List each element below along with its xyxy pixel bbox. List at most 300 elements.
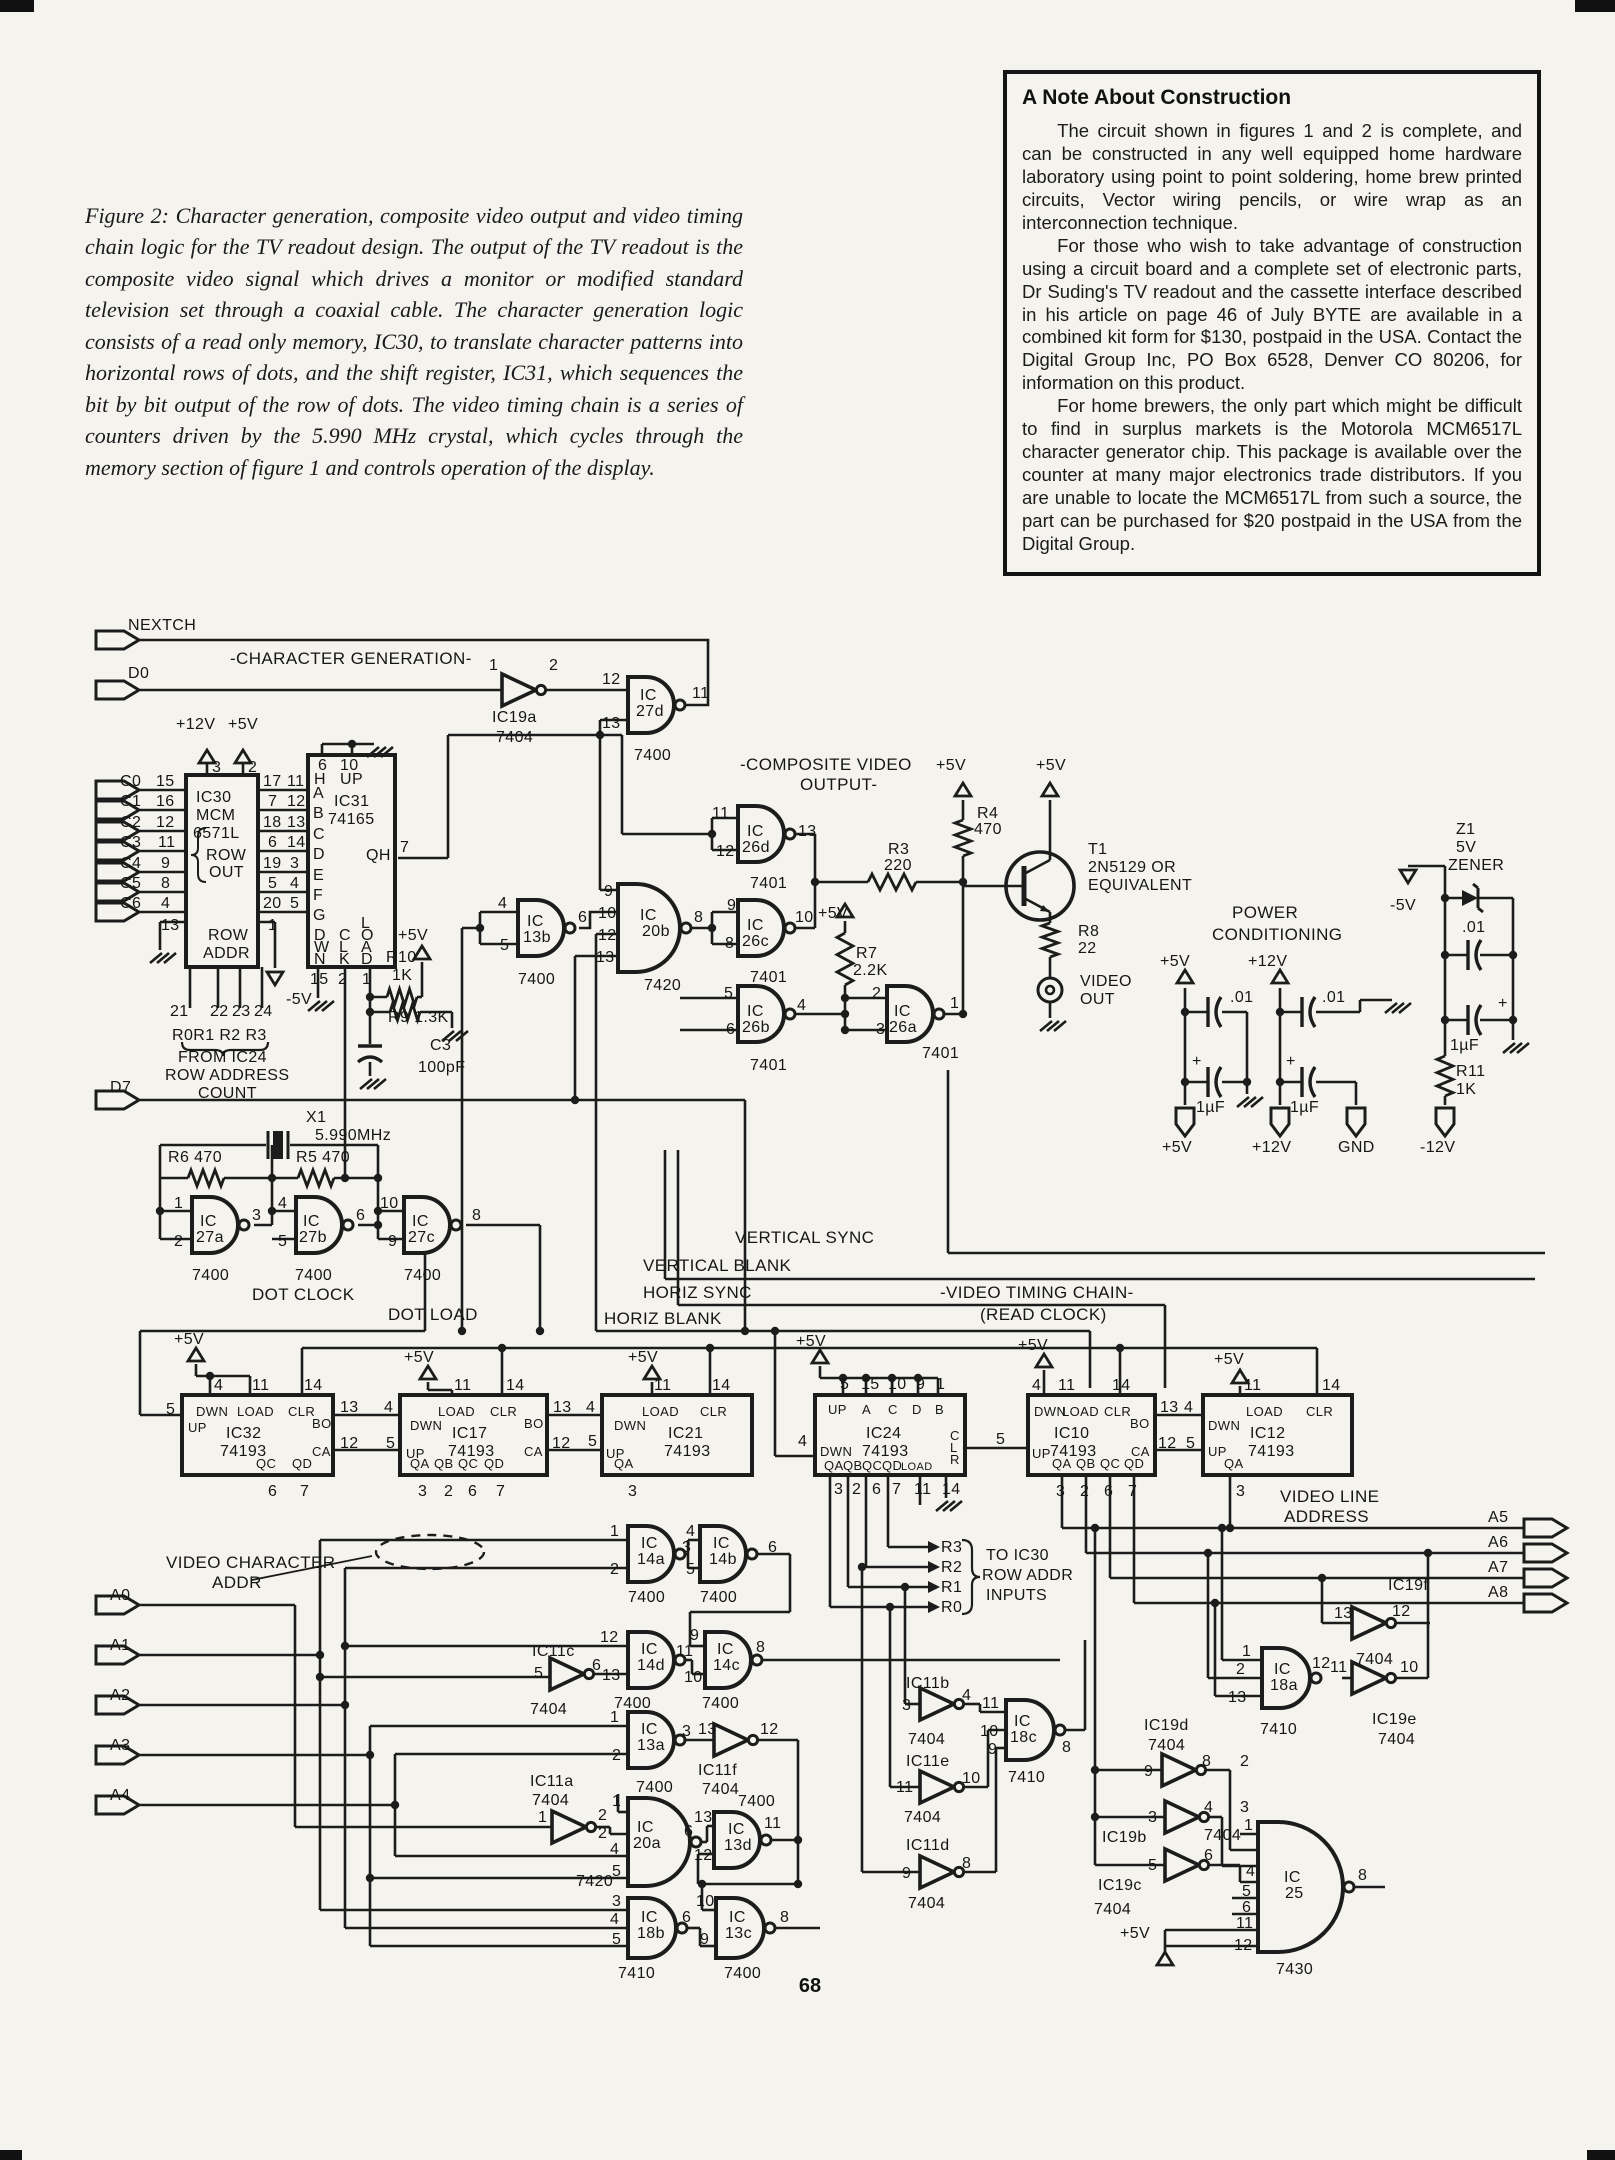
i21-load: LOAD — [642, 1404, 680, 1419]
ic31-clk1: C — [339, 927, 351, 944]
nand-bubble-ic26a — [934, 1009, 944, 1019]
supply-arrow-icon — [420, 1366, 436, 1379]
i32-dwn: DWN — [196, 1404, 229, 1419]
i32-bo: BO — [312, 1416, 332, 1431]
bot-plus12: +12V — [1252, 1139, 1292, 1156]
junction-dot — [841, 1026, 849, 1034]
ic27a-name2: 27a — [196, 1229, 224, 1246]
i32-r13: 13 — [340, 1399, 359, 1416]
nand-bubble-ic18a — [1311, 1673, 1321, 1683]
i24-qd: QD — [882, 1458, 903, 1473]
junction-dot — [268, 1174, 276, 1182]
inverter-gate-ic19b — [1165, 1801, 1199, 1833]
i13c-n1: IC — [729, 1909, 746, 1926]
i10-name: IC10 — [1054, 1425, 1090, 1442]
i25-1: 1 — [1244, 1817, 1254, 1834]
ground-icon — [150, 953, 176, 963]
ic26d-pin12: 12 — [716, 843, 735, 860]
ic20b-pin13: 13 — [596, 949, 615, 966]
ic20b-pin10: 10 — [598, 905, 617, 922]
rowaddr-1: ROW — [208, 927, 249, 944]
ic27d-pin11: 11 — [692, 685, 710, 702]
z1-type: ZENER — [1448, 857, 1505, 874]
i12-up: UP — [1208, 1444, 1227, 1459]
ic19a-part: 7404 — [496, 729, 534, 746]
supply-arrow-icon — [1042, 783, 1058, 796]
i17-l4: 4 — [384, 1399, 394, 1416]
i20a-n1: IC — [637, 1819, 654, 1836]
connector-flag — [1524, 1569, 1567, 1587]
nand-bubble-ic13d — [761, 1835, 771, 1845]
ic26a-pin2: 2 — [872, 985, 882, 1002]
dot-load-label: DOT LOAD — [388, 1305, 478, 1324]
i25-3l: 3 — [1240, 1799, 1250, 1816]
i13a-1: 1 — [610, 1709, 620, 1726]
junction-dot — [1243, 1078, 1251, 1086]
junction-dot — [708, 830, 716, 838]
inverter-gate-ic19a — [502, 674, 536, 706]
i13a-n2: 13a — [637, 1737, 665, 1754]
i13c-8: 8 — [780, 1909, 790, 1926]
ic20b-pin9: 9 — [604, 883, 614, 900]
ic31-b15: 15 — [310, 971, 329, 988]
i21-dwn: DWN — [614, 1418, 647, 1433]
i21-clr: CLR — [700, 1404, 728, 1419]
i17-b7: 7 — [496, 1483, 506, 1500]
ic26a-pin3: 3 — [876, 1021, 886, 1038]
plus-b: + — [1286, 1053, 1296, 1070]
supply-arrow-icon — [1036, 1354, 1052, 1367]
a6-label: A6 — [1488, 1534, 1509, 1551]
junction-dot — [698, 1880, 706, 1888]
r11-val: 1K — [1456, 1081, 1477, 1098]
i20a-p: 7420 — [576, 1873, 614, 1890]
i24-qa: QA — [824, 1458, 844, 1473]
a3-label: A3 — [110, 1737, 131, 1754]
i14a-n2: 14a — [637, 1551, 665, 1568]
c2-pin: 12 — [156, 814, 175, 831]
junction-dot — [341, 1642, 349, 1650]
i24-a: A — [862, 1402, 872, 1417]
ic20b-name2: 20b — [642, 923, 670, 940]
nand-bubble-ic13c — [765, 1923, 775, 1933]
i25-6: 6 — [1242, 1899, 1252, 1916]
i18a-13: 13 — [1228, 1689, 1247, 1706]
ic26b-name1: IC — [747, 1003, 764, 1020]
junction-dot — [366, 1751, 374, 1759]
inverter-bubble-ic19a — [536, 685, 545, 694]
i11d-9: 9 — [902, 1865, 912, 1882]
i25-12: 12 — [1234, 1937, 1253, 1954]
tr-r2: R2 — [941, 1559, 963, 1576]
i32-b6: 6 — [268, 1483, 278, 1500]
ic30-pin1: 1 — [268, 917, 278, 934]
connector-flag — [1524, 1519, 1567, 1537]
r10-label: R10 — [386, 949, 417, 966]
vca-1: VIDEO CHARACTER — [166, 1553, 336, 1572]
ic20b-part: 7420 — [644, 977, 682, 994]
a4-label: A4 — [110, 1787, 131, 1804]
to-ic30-1: TO IC30 — [986, 1547, 1049, 1564]
ic31-qh: QH — [366, 847, 391, 864]
i19f-12: 12 — [1392, 1603, 1411, 1620]
i10-r12: 12 — [1158, 1435, 1177, 1452]
arrowhead-icon — [928, 1601, 940, 1613]
inverter-bubble-ic11f — [748, 1735, 757, 1744]
i24-qc: QC — [862, 1458, 883, 1473]
i18c-9: 9 — [988, 1741, 998, 1758]
junction-dot — [901, 1583, 909, 1591]
i12-name: IC12 — [1250, 1425, 1286, 1442]
ic27a-name1: IC — [200, 1213, 217, 1230]
c3-label: C3 — [120, 834, 142, 851]
i12-qa: QA — [1224, 1456, 1244, 1471]
i12-dwn-feed: 4 — [1184, 1399, 1194, 1416]
negative-supply-arrow-icon — [267, 972, 283, 985]
r7-val: 2.2K — [853, 962, 888, 979]
junction-dot — [374, 1174, 382, 1182]
junction-dot — [771, 1327, 779, 1335]
i14d-11: 11 — [676, 1643, 694, 1660]
i24-t5: 5 — [840, 1376, 850, 1393]
inverter-gate-ic11a — [552, 1811, 586, 1843]
connector-flag — [96, 681, 139, 699]
nand-bubble-ic26d — [785, 829, 795, 839]
inverter-gate-ic11e — [920, 1771, 954, 1803]
junction-dot — [1441, 951, 1449, 959]
ic31-top6: 6 — [318, 757, 328, 774]
i13c-9: 9 — [700, 1931, 710, 1948]
i18c-n2: 18c — [1010, 1729, 1037, 1746]
ic31-b: B — [313, 805, 325, 822]
junction-dot — [886, 1603, 894, 1611]
junction-dot — [366, 1008, 374, 1016]
nand-bubble-ic27a — [239, 1220, 249, 1230]
junction-dot — [794, 1836, 802, 1844]
i24-t9: 9 — [916, 1376, 926, 1393]
junction-dot — [1276, 1078, 1284, 1086]
i12-t14: 14 — [1322, 1377, 1341, 1394]
capacitor-plate — [1310, 997, 1315, 1027]
plus5v-r7: +5V — [818, 905, 849, 922]
i11b-name: IC11b — [906, 1675, 950, 1692]
ic31-b2: 2 — [338, 971, 348, 988]
i10-up: UP — [1032, 1446, 1051, 1461]
i11b-3: 3 — [902, 1697, 912, 1714]
i10-b3: 3 — [1056, 1483, 1066, 1500]
i32-load: LOAD — [237, 1404, 275, 1419]
ro1a: 17 — [263, 773, 282, 790]
ic31-d: D — [313, 846, 325, 863]
ic27b-name1: IC — [303, 1213, 320, 1230]
plus5v-25: +5V — [1120, 1925, 1151, 1942]
supply-arrow-icon — [1177, 970, 1193, 983]
ic27c-part: 7400 — [404, 1267, 442, 1284]
vblank-label: VERTICAL BLANK — [643, 1256, 792, 1275]
i12-up-feed: 5 — [1186, 1435, 1196, 1452]
ic31-a: A — [313, 785, 325, 802]
i18a-2: 2 — [1236, 1661, 1246, 1678]
ro6a: 5 — [268, 875, 278, 892]
i24-dwn: DWN — [820, 1444, 853, 1459]
i20a-5: 5 — [612, 1863, 622, 1880]
i17-load: LOAD — [438, 1404, 476, 1419]
junction-dot — [708, 924, 716, 932]
i20a-n2: 20a — [633, 1835, 661, 1852]
ic31-g: G — [313, 907, 326, 924]
i14a-2: 2 — [610, 1561, 620, 1578]
i24-c: C — [888, 1402, 898, 1417]
ic27d-part: 7400 — [634, 747, 672, 764]
arrowhead-icon — [928, 1561, 940, 1573]
tr-r3: R3 — [941, 1539, 963, 1556]
ro1b: 11 — [287, 773, 305, 790]
junction-dot — [959, 1010, 967, 1018]
ic31-up: UP — [340, 771, 364, 788]
ic19a-name: IC19a — [492, 709, 537, 726]
junction-dot — [1441, 1016, 1449, 1024]
ic27a-pin1: 1 — [174, 1195, 184, 1212]
r3-label: R3 — [888, 841, 910, 858]
i24-part: 74193 — [862, 1443, 909, 1460]
i21-up: UP — [606, 1446, 625, 1461]
t1-label: T1 — [1088, 841, 1108, 858]
i21-name: IC21 — [668, 1425, 704, 1442]
i17-qd: QD — [484, 1456, 505, 1471]
inverter-gate-ic11c — [550, 1658, 584, 1690]
junction-dot — [1211, 1599, 1219, 1607]
ic27c-pin8: 8 — [472, 1207, 482, 1224]
i18a-n1: IC — [1274, 1661, 1291, 1678]
i14c-10: 10 — [684, 1669, 703, 1686]
ro2a: 7 — [268, 793, 278, 810]
ic20b-pin12: 12 — [598, 927, 617, 944]
ic26c-pin9: 9 — [727, 897, 737, 914]
i10-r13: 13 — [1160, 1399, 1179, 1416]
i13a-3: 3 — [682, 1723, 692, 1740]
note-title: A Note About Construction — [1022, 86, 1292, 109]
ic26a-part: 7401 — [922, 1045, 960, 1062]
i32-r12: 12 — [340, 1435, 359, 1452]
i24-t15: 15 — [861, 1376, 880, 1393]
i18b-n1: IC — [641, 1909, 658, 1926]
i17-b6: 6 — [468, 1483, 478, 1500]
d7-label: D7 — [110, 1079, 132, 1096]
ic30-part2: 6571L — [193, 825, 240, 842]
resistor-r3 — [868, 874, 916, 890]
i19c-name: IC19c — [1098, 1877, 1142, 1894]
ic26d-part: 7401 — [750, 875, 788, 892]
ic26d-pin11: 11 — [712, 805, 730, 822]
i11c-p: 7404 — [530, 1701, 568, 1718]
i25-2l: 2 — [1240, 1753, 1250, 1770]
r8-val: 22 — [1078, 940, 1097, 957]
v10: +5V — [1018, 1337, 1049, 1354]
plus-a: + — [1192, 1053, 1202, 1070]
ic31-ld3: A — [361, 939, 373, 956]
i24-dwn-feed: 4 — [798, 1433, 808, 1450]
cap1uf-a: 1µF — [1196, 1099, 1226, 1116]
i17-part: 74193 — [448, 1443, 495, 1460]
ic31-dwn2: W — [314, 939, 330, 956]
i10-b2: 2 — [1080, 1483, 1090, 1500]
i14c-8: 8 — [756, 1639, 766, 1656]
figure-caption: Figure 2: Character generation, composite video output and video timing chain logic for the TV readout design. The output of the TV readout is the composite video signal which drives a monitor or modified standard television set through a coaxial cable. The character generation logic consists of a read only memory, IC30, to translate character patterns into horizontal rows of dots, and the shift register, IC31, which sequences the bit by bit output of the row of dots. The video timing chain is a series of counters driven by the 5.990 MHz crystal, which cycles through the memory section of figure 1 and controls operation of the display. — [85, 203, 743, 480]
i10-load: LOAD — [1062, 1404, 1100, 1419]
ic31-ld2: O — [361, 927, 374, 944]
ic27a-part: 7400 — [192, 1267, 230, 1284]
i17-b3: 3 — [418, 1483, 428, 1500]
i11f-name: IC11f — [698, 1762, 738, 1779]
resistor-r11 — [1437, 1056, 1453, 1096]
resistor-r8 — [1042, 923, 1058, 957]
supply-arrow-icon — [955, 783, 971, 796]
r8-label: R8 — [1078, 923, 1100, 940]
i24-b: B — [935, 1402, 945, 1417]
cap01-c: .01 — [1462, 919, 1486, 936]
i21-part: 74193 — [664, 1443, 711, 1460]
inverter-gate-ic11d — [920, 1856, 954, 1888]
inverter-bubble-ic11a — [586, 1822, 595, 1831]
i20a-6: 6 — [684, 1823, 694, 1840]
i24-cl2: L — [950, 1440, 958, 1455]
video-out-jack — [1038, 978, 1062, 1002]
v24: +5V — [796, 1333, 827, 1350]
i18c-11: 11 — [982, 1695, 1000, 1712]
i11e-name: IC11e — [906, 1753, 950, 1770]
d0-label: D0 — [128, 665, 150, 682]
c1-pin: 16 — [156, 793, 175, 810]
i13a-n1: IC — [641, 1721, 658, 1738]
i18c-p: 7410 — [1008, 1769, 1046, 1786]
junction-dot — [316, 1651, 324, 1659]
junction-dot — [1509, 951, 1517, 959]
ic26d-pin13: 13 — [798, 823, 817, 840]
ic30-b21: 21 — [170, 1003, 189, 1020]
i24-b7: 7 — [892, 1481, 902, 1498]
ic30-b23: 23 — [232, 1003, 251, 1020]
junction-dot — [1204, 1549, 1212, 1557]
supply-arrow-icon — [1157, 1952, 1173, 1965]
i11f-13: 13 — [698, 1721, 717, 1738]
junction-dot — [1091, 1766, 1099, 1774]
i11a-1: 1 — [538, 1809, 548, 1826]
ic31-name: IC31 — [334, 793, 370, 810]
i11a-p: 7404 — [532, 1792, 570, 1809]
i24-t10: 10 — [888, 1376, 907, 1393]
rowout-1: ROW — [206, 847, 247, 864]
i11a-2: 2 — [598, 1807, 608, 1824]
ic26c-name2: 26c — [742, 933, 769, 950]
i13a-p: 7400 — [636, 1779, 674, 1796]
i13d-13: 13 — [694, 1809, 713, 1826]
i17-l5: 5 — [386, 1435, 396, 1452]
z1-label: Z1 — [1456, 821, 1476, 838]
ic26b-pin5: 5 — [724, 985, 734, 1002]
i17-ca: CA — [524, 1444, 543, 1459]
i20a-2: 2 — [598, 1825, 608, 1842]
junction-dot — [841, 994, 849, 1002]
i24-d: D — [912, 1402, 922, 1417]
nand-bubble-ic27b — [343, 1220, 353, 1230]
note-paragraph: For those who wish to take advantage of construction using a circuit board and a complete set of electronic parts, Dr Suding's TV readout and the cassette interface described in his article on page 46 of July BYTE are available in a combined kit form for $130, postpaid in the USA. Contact the Digital Group Inc, PO Box 6528, Denver CO 80206, for information on this product. — [1022, 234, 1522, 394]
junction-dot — [391, 1801, 399, 1809]
junction-dot — [536, 1327, 544, 1335]
c3-pin: 11 — [158, 834, 176, 851]
r5-label: R5 470 — [296, 1149, 350, 1166]
ic27c-name2: 27c — [408, 1229, 435, 1246]
to-ic30-2: ROW ADDR — [982, 1567, 1074, 1584]
nand-bubble-ic14c — [752, 1655, 762, 1665]
c4-pin: 9 — [161, 855, 171, 872]
i18c-8: 8 — [1062, 1739, 1072, 1756]
plus5v-ic30: +5V — [228, 716, 259, 733]
junction-dot — [858, 1563, 866, 1571]
i11e-11: 11 — [896, 1779, 914, 1796]
ic26a-name1: IC — [894, 1003, 911, 1020]
i14c-9: 9 — [690, 1627, 700, 1644]
junction-dot — [341, 1174, 349, 1182]
ic26a-name2: 26a — [889, 1019, 917, 1036]
i21-l5: 5 — [588, 1433, 598, 1450]
i19f-p: 7404 — [1356, 1651, 1394, 1668]
i10-qb: QB — [1076, 1456, 1096, 1471]
bot-gnd: GND — [1338, 1139, 1375, 1156]
i32-part: 74193 — [220, 1443, 267, 1460]
i11b-4: 4 — [962, 1687, 972, 1704]
nand-bubble-ic27c — [451, 1220, 461, 1230]
i18b-6: 6 — [682, 1909, 692, 1926]
i19f-13: 13 — [1334, 1605, 1353, 1622]
ic27d-name1: IC — [640, 687, 657, 704]
nand-bubble-ic13b — [565, 923, 575, 933]
ic26b-pin6: 6 — [726, 1021, 736, 1038]
i19c-p: 7404 — [1094, 1901, 1132, 1918]
a7-label: A7 — [1488, 1559, 1509, 1576]
r10-val: 1K — [392, 967, 413, 984]
to-ic30-3: INPUTS — [986, 1587, 1048, 1604]
i19d-8: 8 — [1202, 1753, 1212, 1770]
i17-clr: CLR — [490, 1404, 518, 1419]
junction-dot — [1116, 1344, 1124, 1352]
i13d-12: 12 — [694, 1847, 713, 1864]
i12-part: 74193 — [1248, 1443, 1295, 1460]
hsync-label: HORIZ SYNC — [643, 1283, 752, 1302]
ic27a-pin2: 2 — [174, 1233, 184, 1250]
resistor-r4 — [955, 820, 971, 856]
i14c-p: 7400 — [702, 1695, 740, 1712]
ic26b-pin4: 4 — [797, 997, 807, 1014]
junction-dot — [341, 1701, 349, 1709]
plus5v-r4: +5V — [936, 757, 967, 774]
c5-label: C5 — [120, 875, 142, 892]
i21-t11: 11 — [654, 1377, 672, 1394]
a5-label: A5 — [1488, 1509, 1509, 1526]
i18c-n1: IC — [1014, 1713, 1031, 1730]
junction-dot — [794, 1880, 802, 1888]
ic31-qh-pin: 7 — [400, 839, 410, 856]
ic31-b1: 1 — [362, 971, 372, 988]
zener-z1 — [1462, 890, 1478, 906]
ic27c-pin10: 10 — [380, 1195, 399, 1212]
i32-t11: 11 — [252, 1377, 270, 1394]
i10-t14: 14 — [1112, 1377, 1131, 1394]
i24-t1: 1 — [936, 1376, 946, 1393]
i24-b3: 3 — [834, 1481, 844, 1498]
ground-icon — [1385, 1003, 1411, 1013]
capacitor-c3 — [358, 1057, 382, 1062]
ground-icon — [1503, 1043, 1529, 1053]
